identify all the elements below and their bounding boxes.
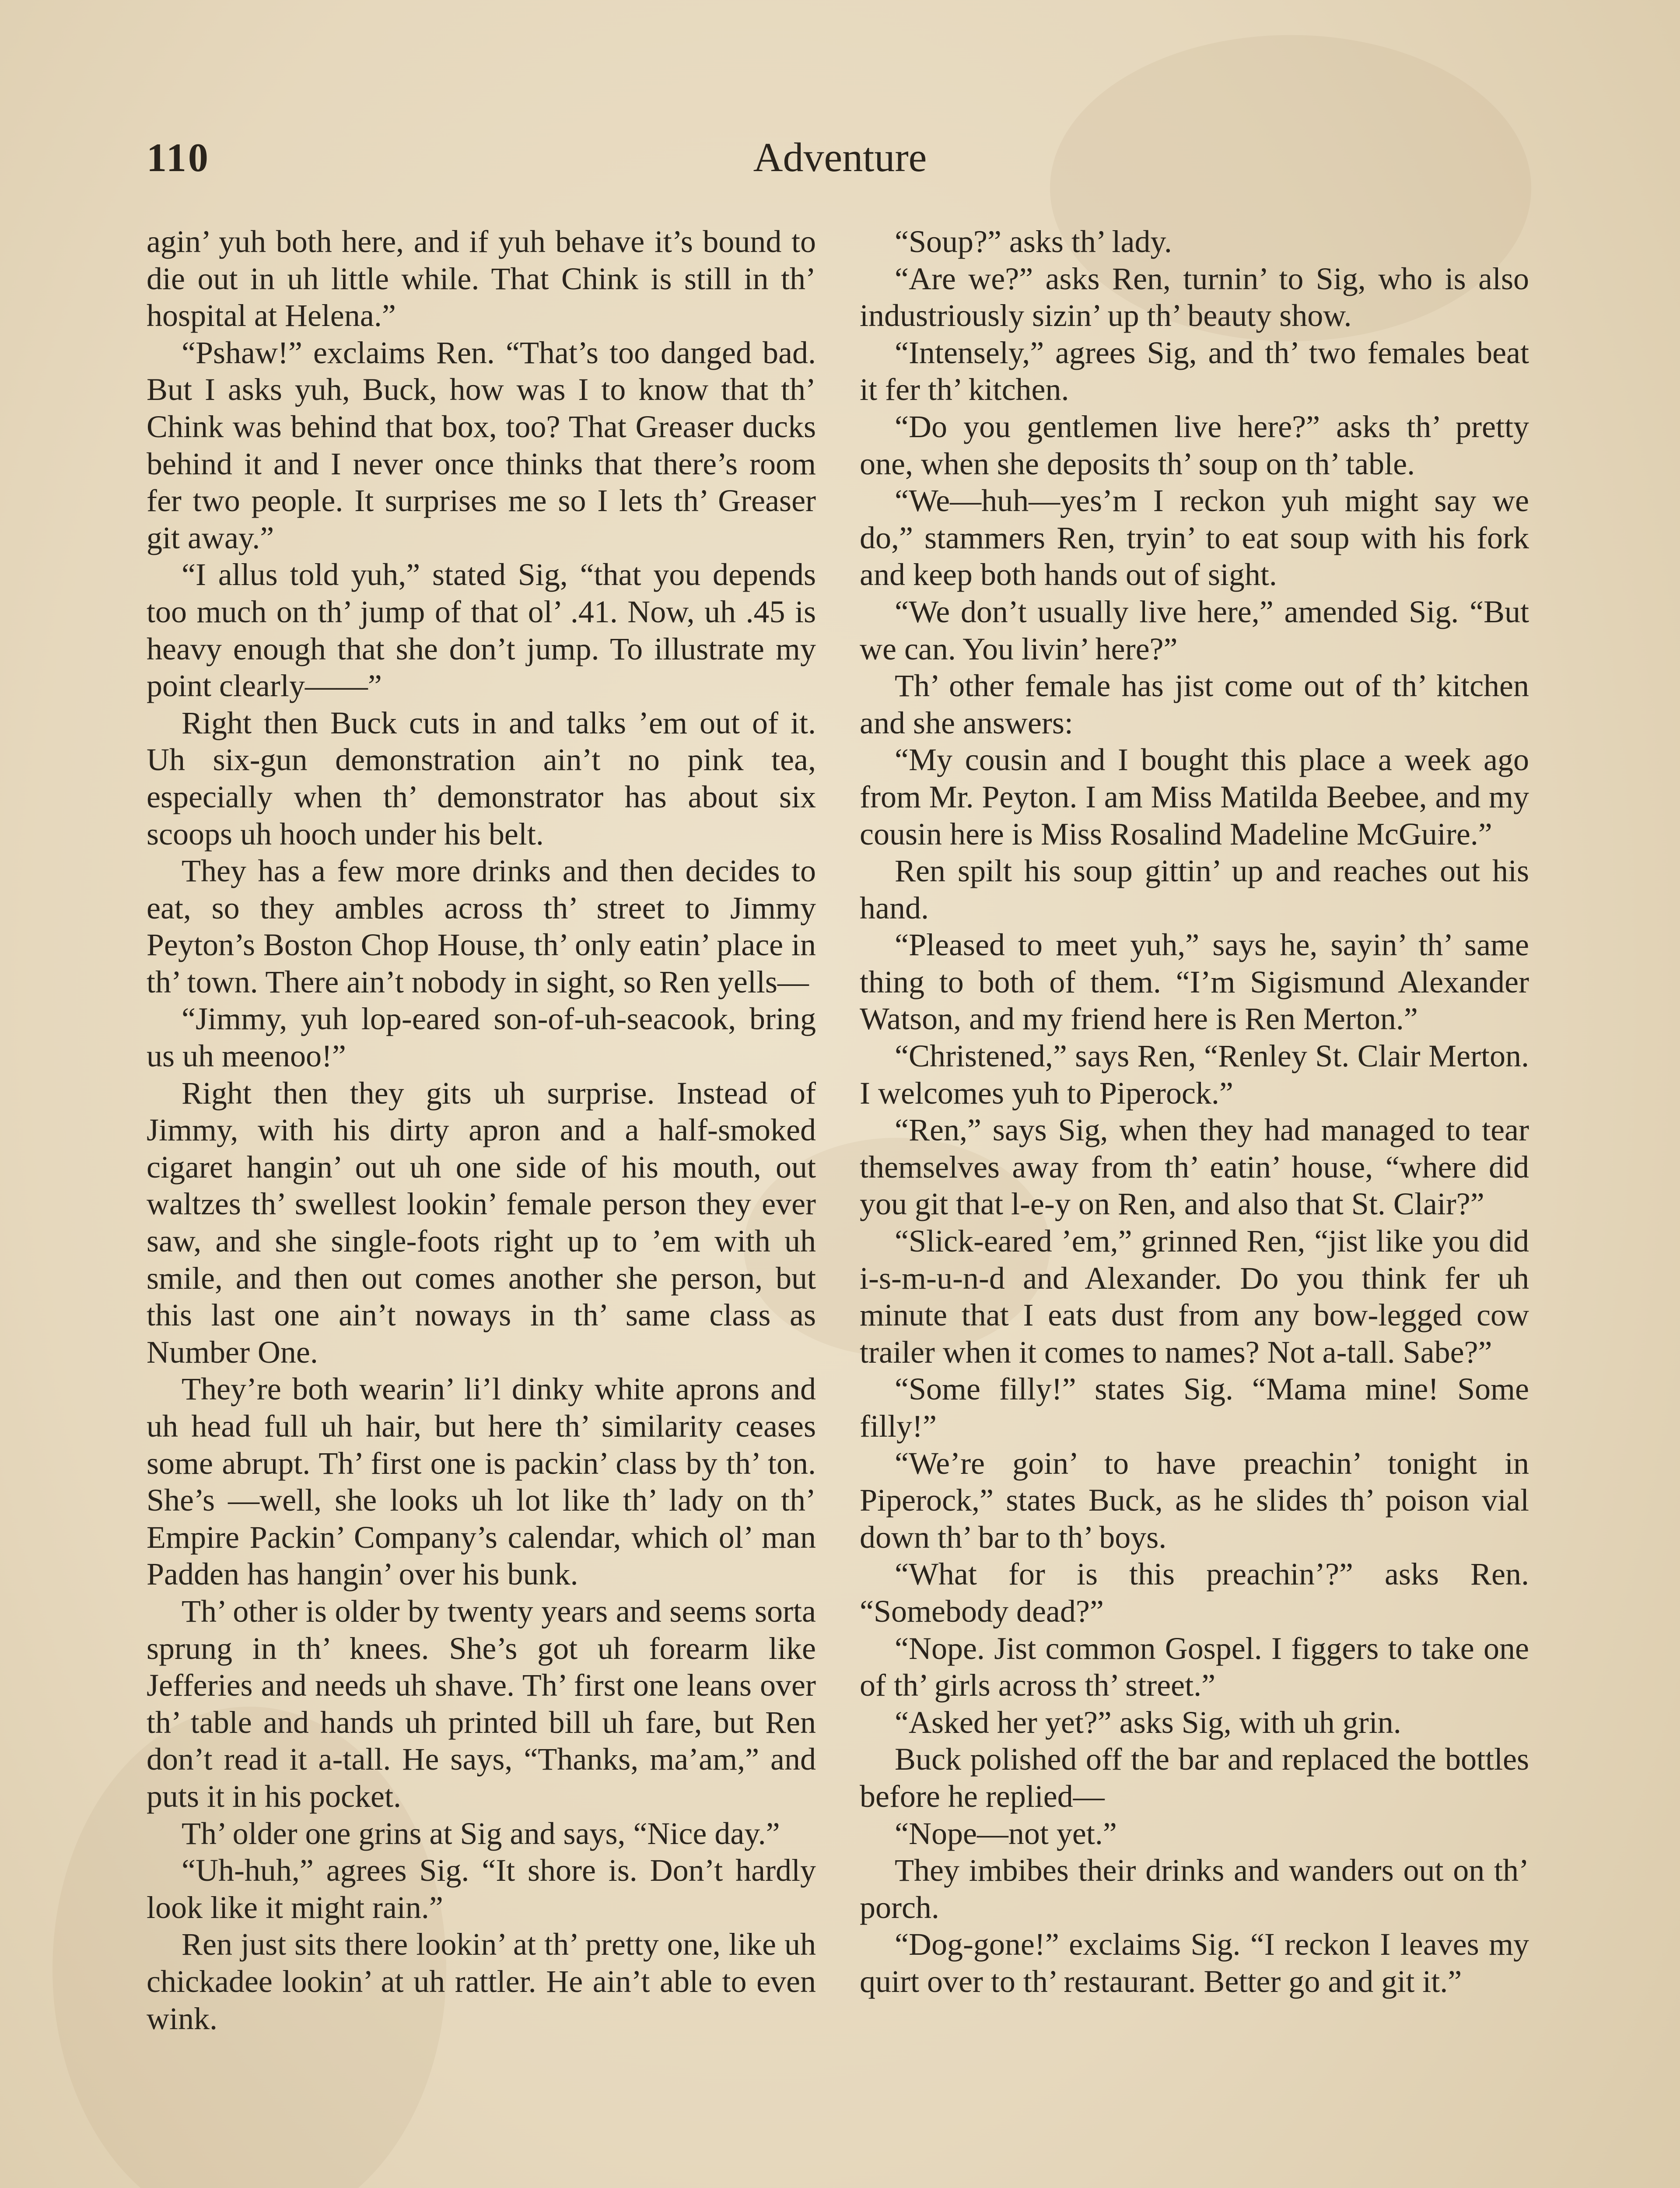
paragraph: “Pshaw!” exclaims Ren. “That’s too danged bad. But I asks yuh, Buck, how was I to know that th’ Chink was behind that box, too? That Greaser ducks behind it and I never once thinks that there’s room fer two people. It surprises me so I lets th’ Greaser git away.” [147,335,816,555]
paragraph: Ren just sits there lookin’ at th’ pretty one, like uh chickadee lookin’ at uh rattler. He ain’t able to even wink. [147,1927,816,2036]
paragraph: “Some filly!” states Sig. “Mama mine! Some filly!” [860,1371,1529,1444]
paragraph: “My cousin and I bought this place a week ago from Mr. Peyton. I am Miss Matilda Beebee, and my cousin here is Miss Rosalind Madeline McGuire.” [860,742,1529,852]
paragraph: “Are we?” asks Ren, turnin’ to Sig, who is also industriously sizin’ up th’ beauty show. [860,261,1529,333]
paragraph: Th’ other is older by twenty years and seems sorta sprung in th’ knees. She’s got uh forearm like Jefferies and needs uh shave. Th’ first one leans over th’ table and hands uh printed bill uh fare, but Ren don’t read it a-tall. He says, “Thanks, ma’am,” and puts it in his pocket. [147,1593,816,1814]
page-header [147,127,1533,188]
paragraph: “Slick-eared ’em,” grinned Ren, “jist like you did i-s-m-u-n-d and Alexander. Do you think fer uh minute that I eats dust from any bow-legged cow trailer when it comes to names? Not a-tall. Sabe?” [860,1224,1529,1370]
paragraph: Th’ other female has jist come out of th’ kitchen and she answers: [860,668,1529,740]
paragraph: Right then Buck cuts in and talks ’em out of it. Uh six-gun demonstration ain’t no pink tea, especially when th’ demonstrator has about six scoops uh hooch under his belt. [147,705,816,852]
paragraph: “Ren,” says Sig, when they had managed to tear themselves away from th’ eatin’ house, “where did you git that l-e-y on Ren, and also that St. Clair?” [860,1112,1529,1222]
paragraph: “Nope—not yet.” [895,1816,1117,1851]
paragraph: “Intensely,” agrees Sig, and th’ two females beat it fer th’ kitchen. [860,335,1529,407]
paragraph: “Soup?” asks th’ lady. [895,224,1172,259]
running-head: Adventure [753,135,927,180]
paragraph: “Pleased to meet yuh,” says he, sayin’ th’ same thing to both of them. “I’m Sigismund Alexander Watson, and my friend here is Ren Merton.” [860,927,1529,1037]
paragraph: agin’ yuh both here, and if yuh behave it’s bound to die out in uh little while. That Chink is still in th’ hospital at Helena.” [147,224,816,333]
paragraph: “Nope. Jist common Gospel. I figgers to take one of th’ girls across th’ street.” [860,1630,1529,1703]
paragraph: Buck polished off the bar and replaced the bottles before he replied— [860,1742,1529,1814]
paragraph: “Dog-gone!” exclaims Sig. “I reckon I leaves my quirt over to th’ restaurant. Better go and git it.” [860,1927,1529,1999]
paragraph: “I allus told yuh,” stated Sig, “that you depends too much on th’ jump of that ol’ .41. Now, uh .45 is heavy enough that she don’t jump. To illustrate my point clearly——” [147,557,816,704]
paragraph: “What for is this preachin’?” asks Ren. “Somebody dead?” [860,1557,1529,1629]
paragraph: They imbibes their drinks and wanders out on th’ porch. [860,1853,1529,1925]
right-column [860,223,1529,2000]
paragraph: “Asked her yet?” asks Sig, with uh grin. [895,1704,1401,1740]
paragraph: “We don’t usually live here,” amended Sig. “But we can. You livin’ here?” [860,594,1529,666]
paragraph: Ren spilt his soup gittin’ up and reaches out his hand. [860,853,1529,926]
paragraph: Right then they gits uh surprise. Instead of Jimmy, with his dirty apron and a half-smoked cigaret hangin’ out uh one side of his mouth, out waltzes th’ swellest lookin’ female person they ever saw, and she single-foots right up to ’em with uh smile, and then out comes another she person, but this last one ain’t noways in th’ same class as Number One. [147,1075,816,1370]
paragraph: They has a few more drinks and then decides to eat, so they ambles across th’ street to Jimmy Peyton’s Boston Chop House, th’ only eatin’ place in th’ town. There ain’t nobody in sight, so Ren yells— [147,853,816,999]
paragraph: Th’ older one grins at Sig and says, “Nice day.” [182,1816,780,1851]
paragraph: “Uh-huh,” agrees Sig. “It shore is. Don’t hardly look like it might rain.” [147,1853,816,1925]
paragraph: “Jimmy, yuh lop-eared son-of-uh-seacook, bring us uh meenoo!” [147,1001,816,1074]
page-number: 110 [147,135,210,180]
paragraph: “We—huh—yes’m I reckon yuh might say we do,” stammers Ren, tryin’ to eat soup with his fork and keep both hands out of sight. [860,483,1529,593]
paragraph: “Christened,” says Ren, “Renley St. Clair Merton. I welcomes yuh to Piperock.” [860,1038,1529,1111]
left-column [147,223,816,2037]
paragraph: “Do you gentlemen live here?” asks th’ pretty one, when she deposits th’ soup on th’ table. [860,409,1529,481]
paragraph: “We’re goin’ to have preachin’ tonight in Piperock,” states Buck, as he slides th’ poison vial down th’ bar to th’ boys. [860,1445,1529,1555]
paragraph: They’re both wearin’ li’l dinky white aprons and uh head full uh hair, but here th’ similarity ceases some abrupt. Th’ first one is packin’ class by th’ ton. She’s —well, she looks uh lot like th’ lady on th’ Empire Packin’ Company’s calendar, which ol’ man Padden has hangin’ over his bunk. [147,1371,816,1592]
